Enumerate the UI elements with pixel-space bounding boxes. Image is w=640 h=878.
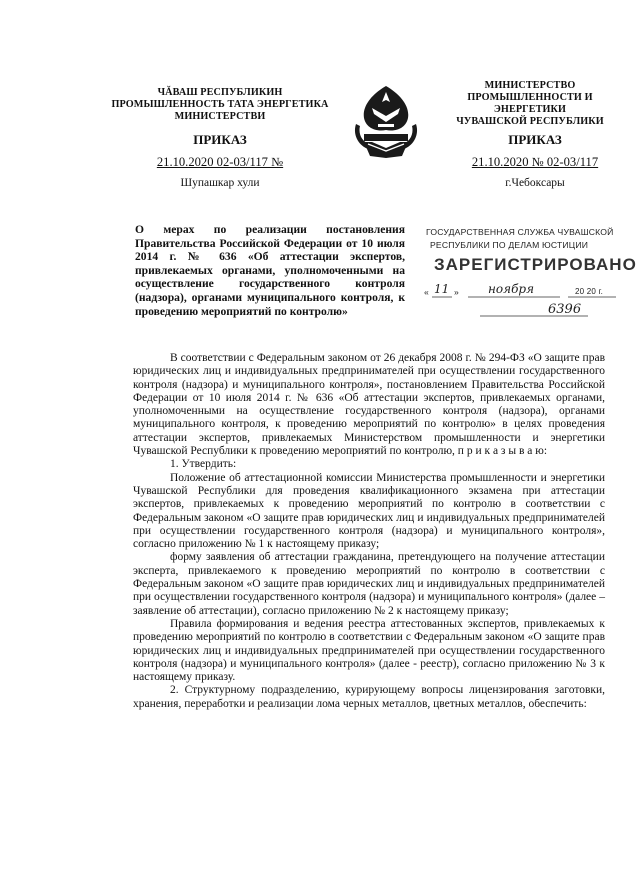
stamp-date-month: ноября: [488, 282, 535, 296]
registration-stamp: ГОСУДАРСТВЕННАЯ СЛУЖБА ЧУВАШСКОЙ РЕСПУБЛИКИ ПО ДЕЛАМ ЮСТИЦИИ ЗАРЕГИСТРИРОВАНО « 11 » ноября 20 20 г. 6396: [420, 224, 630, 324]
header-left-line: ПРОМЫШЛЕННОСТЬ ТАТА ЭНЕРГЕТИКА: [111, 99, 329, 110]
header-left-line: ЧĂВАШ РЕСПУБЛИКИН: [157, 87, 283, 98]
header-right-place: г.Чебоксары: [505, 177, 565, 189]
body-paragraph: Правила формирования и ведения реестра аттестованных экспертов, привлекаемых к проведению мероприятий по контролю в соответствии с Федеральным законом «О защите прав юридических лиц и индивидуальных предпринимателей при осуществлении государственного контроля (надзора) и муниципального контроля» (далее - реестр), согласно приложению № 3 к настоящему приказу.: [133, 617, 605, 684]
header-right-line: МИНИСТЕРСТВО: [484, 80, 576, 91]
header-left-ministry-name: [95, 87, 345, 123]
chuvash-emblem-icon: [342, 84, 430, 160]
body-paragraph: В соответствии с Федеральным законом от 26 декабря 2008 г. № 294-ФЗ «О защите прав юридических лиц и индивидуальных предпринимателей при осуществлении государственного контроля (надзора) и муниципального контроля», постановлением Правительства Российской Федерации от 10 июля 2014 г. № 636 «Об аттестации экспертов, привлекаемых органами, уполномоченными на осуществление государственного контроля (надзора), органами муниципального контроля, к проведению мероприятий по контролю» в целях проведения аттестации экспертов, привлекаемых Министерством промышленности и энергетики Чувашской Республики к проведению мероприятий по контролю, п р и к а з ы в а ю:: [133, 352, 605, 458]
body-paragraph: 2. Структурному подразделению, курирующему вопросы лицензирования заготовки, хранения, переработки и реализации лома черных металлов, цветных металлов, обеспечить:: [133, 684, 605, 710]
stamp-blanks: [420, 224, 630, 324]
stamp-line-1: ГОСУДАРСТВЕННАЯ СЛУЖБА ЧУВАШСКОЙ: [426, 227, 614, 237]
stamp-line-3: ЗАРЕГИСТРИРОВАНО: [434, 255, 637, 274]
header-right-ministry-name: [437, 80, 623, 128]
body-paragraph: Положение об аттестационной комиссии Министерства промышленности и энергетики Чувашской Республики для проведения квалификационного экзамена при аттестации экспертов, привлекаемых к проведению мероприятий по контролю в соответствии с Федеральным законом «О защите прав юридических лиц и индивидуальных предпринимателей при осуществлении государственного контроля (надзора) и муниципального контроля», согласно приложению № 1 к настоящему приказу;: [133, 471, 605, 551]
header-left-line: МИНИСТЕРСТВИ: [174, 111, 266, 122]
body-paragraph: форму заявления об аттестации гражданина, претендующего на получение аттестации эксперта, привлекаемого к проведению мероприятий по контролю в соответствии с Федеральным законом «О защите прав юридических лиц и индивидуальных предпринимателей при осуществлении государственного контроля (надзора) и муниципального контроля» (далее – заявление об аттестации), согласно приложению № 2 к настоящему приказу;: [133, 551, 605, 617]
header-left-number: 21.10.2020 02-03/117 №: [156, 155, 284, 169]
stamp-line-2: РЕСПУБЛИКИ ПО ДЕЛАМ ЮСТИЦИИ: [430, 240, 589, 250]
header-right-line: ПРОМЫШЛЕННОСТИ И ЭНЕРГЕТИКИ: [467, 92, 593, 115]
header-right-doc-type: ПРИКАЗ: [508, 132, 562, 147]
header-right-line: ЧУВАШСКОЙ РЕСПУБЛИКИ: [456, 116, 604, 127]
document-body: [133, 352, 605, 711]
body-paragraph: 1. Утвердить:: [170, 458, 237, 471]
header-right-number: 21.10.2020 № 02-03/117: [471, 155, 599, 169]
document-title: О мерах по реализации постановления Правительства Российской Федерации от 10 июля 2014 г. № 636 «Об аттестации экспертов, привлекаемых органами, уполномоченными на осуществление государственного контроля (надзора), органами муниципального контроля, к проведению мероприятий по контролю»: [135, 223, 405, 318]
stamp-date-year: 20 20 г.: [575, 287, 604, 296]
header-left-doc-type: ПРИКАЗ: [193, 132, 247, 147]
stamp-reg-number: 6396: [548, 302, 582, 317]
header-left-place: Шупашкар хули: [180, 177, 260, 189]
stamp-date-day: 11: [434, 282, 450, 296]
